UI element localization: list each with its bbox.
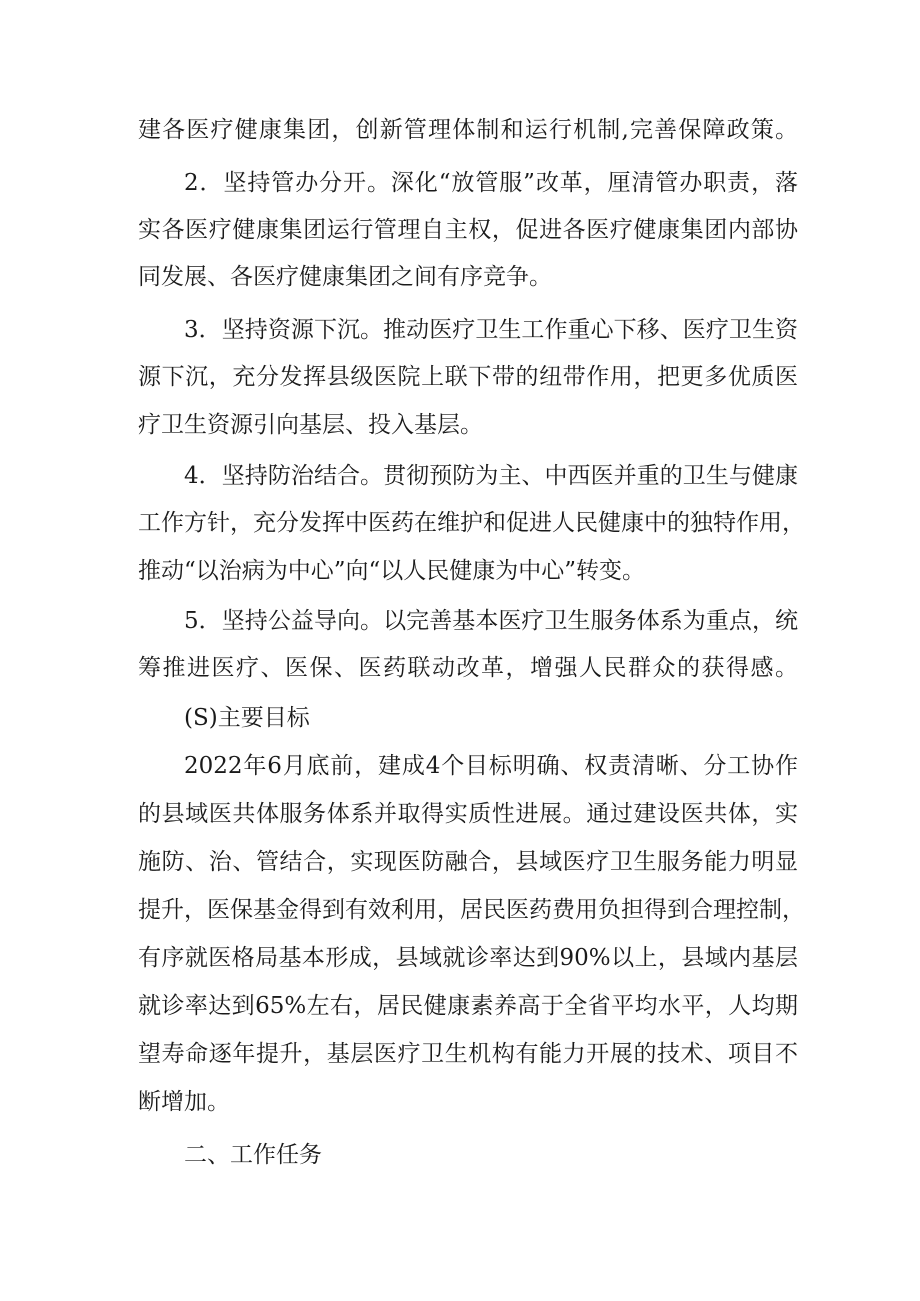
paragraph-line: 就诊率达到65%左右，居民健康素养高于全省平均水平，人均期 bbox=[138, 993, 798, 1019]
paragraph-line: 的县域医共体服务体系并取得实质性进展。通过建设医共体，实 bbox=[138, 801, 798, 827]
section-heading: 二、工作任务 bbox=[184, 1142, 322, 1168]
paragraph-line: 4．坚持防治结合。贯彻预防为主、中西医并重的卫生与健康 bbox=[184, 463, 798, 489]
section-heading: (S)主要目标 bbox=[184, 705, 310, 731]
paragraph-line: 同发展、各医疗健康集团之间有序竞争。 bbox=[138, 264, 552, 290]
paragraph-line: 疗卫生资源引向基层、投入基层。 bbox=[138, 412, 483, 438]
paragraph-line: 2．坚持管办分开。深化“放管服”改革，厘清管办职责，落 bbox=[184, 170, 798, 196]
paragraph-line: 筹推进医疗、医保、医药联动改革，增强人民群众的获得感。 bbox=[138, 655, 798, 681]
paragraph-line: 望寿命逐年提升，基层医疗卫生机构有能力开展的技术、项目不 bbox=[138, 1041, 798, 1067]
paragraph-line: 施防、治、管结合，实现医防融合，县域医疗卫生服务能力明显 bbox=[138, 849, 798, 875]
paragraph-line: 源下沉，充分发挥县级医院上联下带的纽带作用，把更多优质医 bbox=[138, 364, 798, 390]
paragraph-line: 工作方针，充分发挥中医药在维护和促进人民健康中的独特作用， bbox=[138, 510, 805, 536]
paragraph-line: 3．坚持资源下沉。推动医疗卫生工作重心下移、医疗卫生资 bbox=[184, 317, 798, 343]
paragraph-line: 断增加。 bbox=[138, 1089, 230, 1115]
paragraph-line: 实各医疗健康集团运行管理自主权，促进各医疗健康集团内部协 bbox=[138, 217, 798, 243]
paragraph-line: 推动“以治病为中心”向“以人民健康为中心”转变。 bbox=[138, 558, 646, 584]
paragraph-line: 5．坚持公益导向。以完善基本医疗卫生服务体系为重点，统 bbox=[184, 608, 798, 634]
paragraph-line: 2022年6月底前，建成4个目标明确、权责清晰、分工协作 bbox=[184, 753, 798, 779]
paragraph-line: 提升，医保基金得到有效利用，居民医药费用负担得到合理控制， bbox=[138, 897, 805, 923]
paragraph-line: 建各医疗健康集团，创新管理体制和运行机制,完善保障政策。 bbox=[138, 117, 798, 143]
paragraph-line: 有序就医格局基本形成，县域就诊率达到90%以上，县域内基层 bbox=[138, 945, 798, 971]
